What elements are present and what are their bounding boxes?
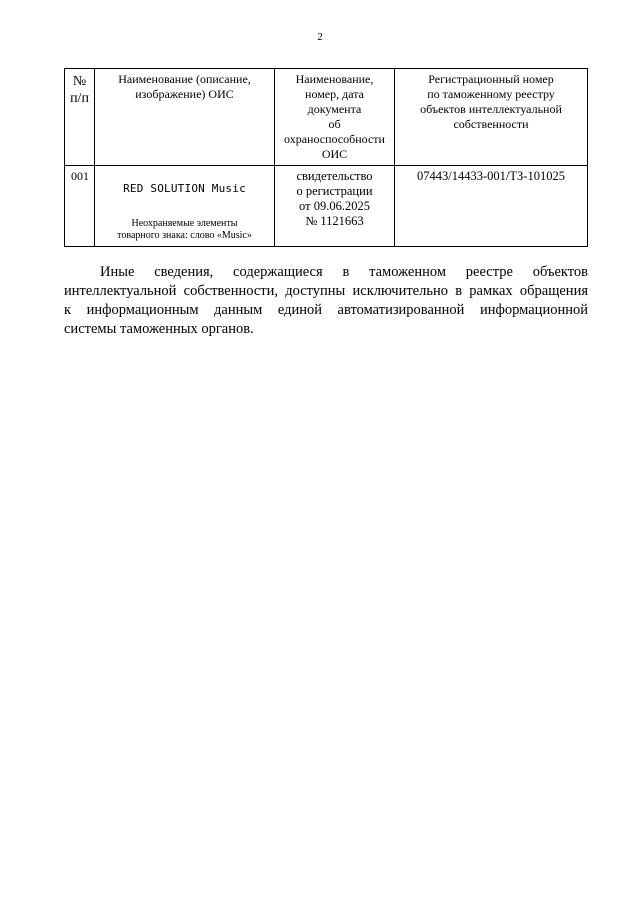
trademark-image-text: RED SOLUTION Music — [123, 182, 246, 195]
header-ois-name: Наименование (описание, изображение) ОИС — [95, 69, 275, 166]
row-number: 001 — [65, 166, 95, 247]
info-paragraph: Иные сведения, содержащиеся в таможенном реестре объектов интеллектуальной собственности, доступны исключительно в рамках обращения к информационным данным единой автоматизированной информационной системы таможенных органов. — [64, 264, 588, 337]
header-number: № п/п — [65, 69, 95, 166]
certificate-cell: свидетельство о регистрации от 09.06.2025 № 1121663 — [275, 166, 395, 247]
table-header-row — [65, 69, 588, 166]
page-number: 2 — [317, 31, 323, 43]
header-registration-number: Регистрационный номер по таможенному реестру объектов интеллектуальной собственности — [395, 69, 588, 166]
registry-table — [64, 68, 588, 247]
unprotected-elements-note: Неохраняемые элементы товарного знака: слово «Music» — [117, 218, 252, 241]
table-row — [65, 166, 588, 247]
trademark-cell — [95, 166, 275, 247]
header-document: Наименование, номер, дата документа об охраноспособности ОИС — [275, 69, 395, 166]
registration-number: 07443/14433-001/ТЗ-101025 — [395, 166, 588, 247]
